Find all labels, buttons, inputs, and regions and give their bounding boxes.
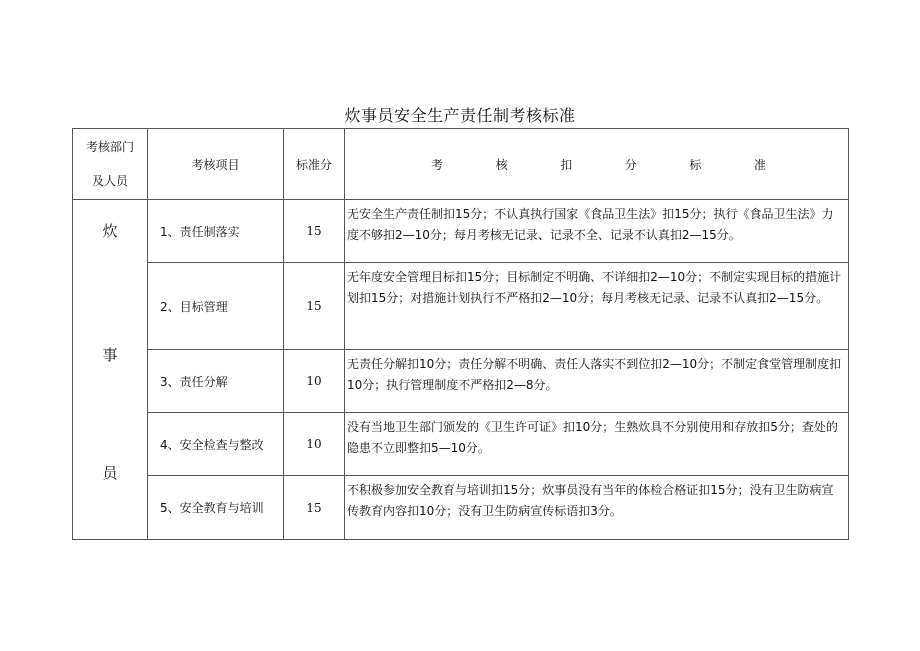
table-row — [73, 476, 849, 540]
header-department-line2: 及人员 — [91, 174, 128, 188]
header-standard-char: 核 — [495, 157, 508, 172]
department-char: 员 — [102, 464, 118, 482]
document-title: 炊事员安全生产责任制考核标准 — [344, 106, 576, 125]
standard-cell: 没有当地卫生部门颁发的《卫生许可证》扣10分；生熟炊具不分别使用和存放扣5分；查处的隐患不立即整扣5—10分。 — [345, 413, 849, 476]
header-standard-char: 扣 — [560, 157, 573, 172]
header-standard-char: 分 — [624, 157, 637, 172]
item-cell: 3、责任分解 — [148, 350, 284, 413]
item-cell: 4、安全检查与整改 — [148, 413, 284, 476]
standard-cell: 不积极参加安全教育与培训扣15分；炊事员没有当年的体检合格证扣15分；没有卫生防病宣传教育内容扣10分；没有卫生防病宣传标语扣3分。 — [345, 476, 849, 540]
table-row — [73, 413, 849, 476]
department-cell — [73, 200, 148, 540]
standard-cell: 无责任分解扣10分；责任分解不明确、责任人落实不到位扣2—10分；不制定食堂管理制度扣10分；执行管理制度不严格扣2—8分。 — [345, 350, 849, 413]
table-row — [73, 350, 849, 413]
item-cell: 2、目标管理 — [148, 263, 284, 350]
standard-cell: 无安全生产责任制扣15分；不认真执行国家《食品卫生法》扣15分；执行《食品卫生法》力度不够扣2—10分；每月考核无记录、记录不全、记录不认真扣2—15分。 — [345, 200, 849, 263]
score-cell: 10 — [284, 413, 345, 476]
score-cell: 15 — [284, 476, 345, 540]
header-department — [73, 129, 148, 200]
header-standard-char: 考 — [431, 157, 444, 172]
header-standard-char: 准 — [753, 157, 766, 172]
standard-cell: 无年度安全管理目标扣15分；目标制定不明确、不详细扣2—10分；不制定实现目标的措施计划扣15分；对措施计划执行不严格扣2—10分；每月考核无记录、记录不认真扣2—15分。 — [345, 263, 849, 350]
header-score: 标准分 — [284, 129, 345, 200]
score-cell: 10 — [284, 350, 345, 413]
header-item: 考核项目 — [148, 129, 284, 200]
header-standard — [345, 129, 849, 200]
score-cell: 15 — [284, 200, 345, 263]
assessment-table — [72, 128, 849, 540]
department-char: 炊 — [102, 222, 118, 240]
header-row — [73, 129, 849, 200]
table-row — [73, 263, 849, 350]
item-cell: 5、安全教育与培训 — [148, 476, 284, 540]
department-char: 事 — [102, 346, 118, 364]
item-cell: 1、责任制落实 — [148, 200, 284, 263]
table-row — [73, 200, 849, 263]
header-standard-char: 标 — [689, 157, 702, 172]
score-cell: 15 — [284, 263, 345, 350]
header-department-line1: 考核部门 — [85, 140, 134, 154]
